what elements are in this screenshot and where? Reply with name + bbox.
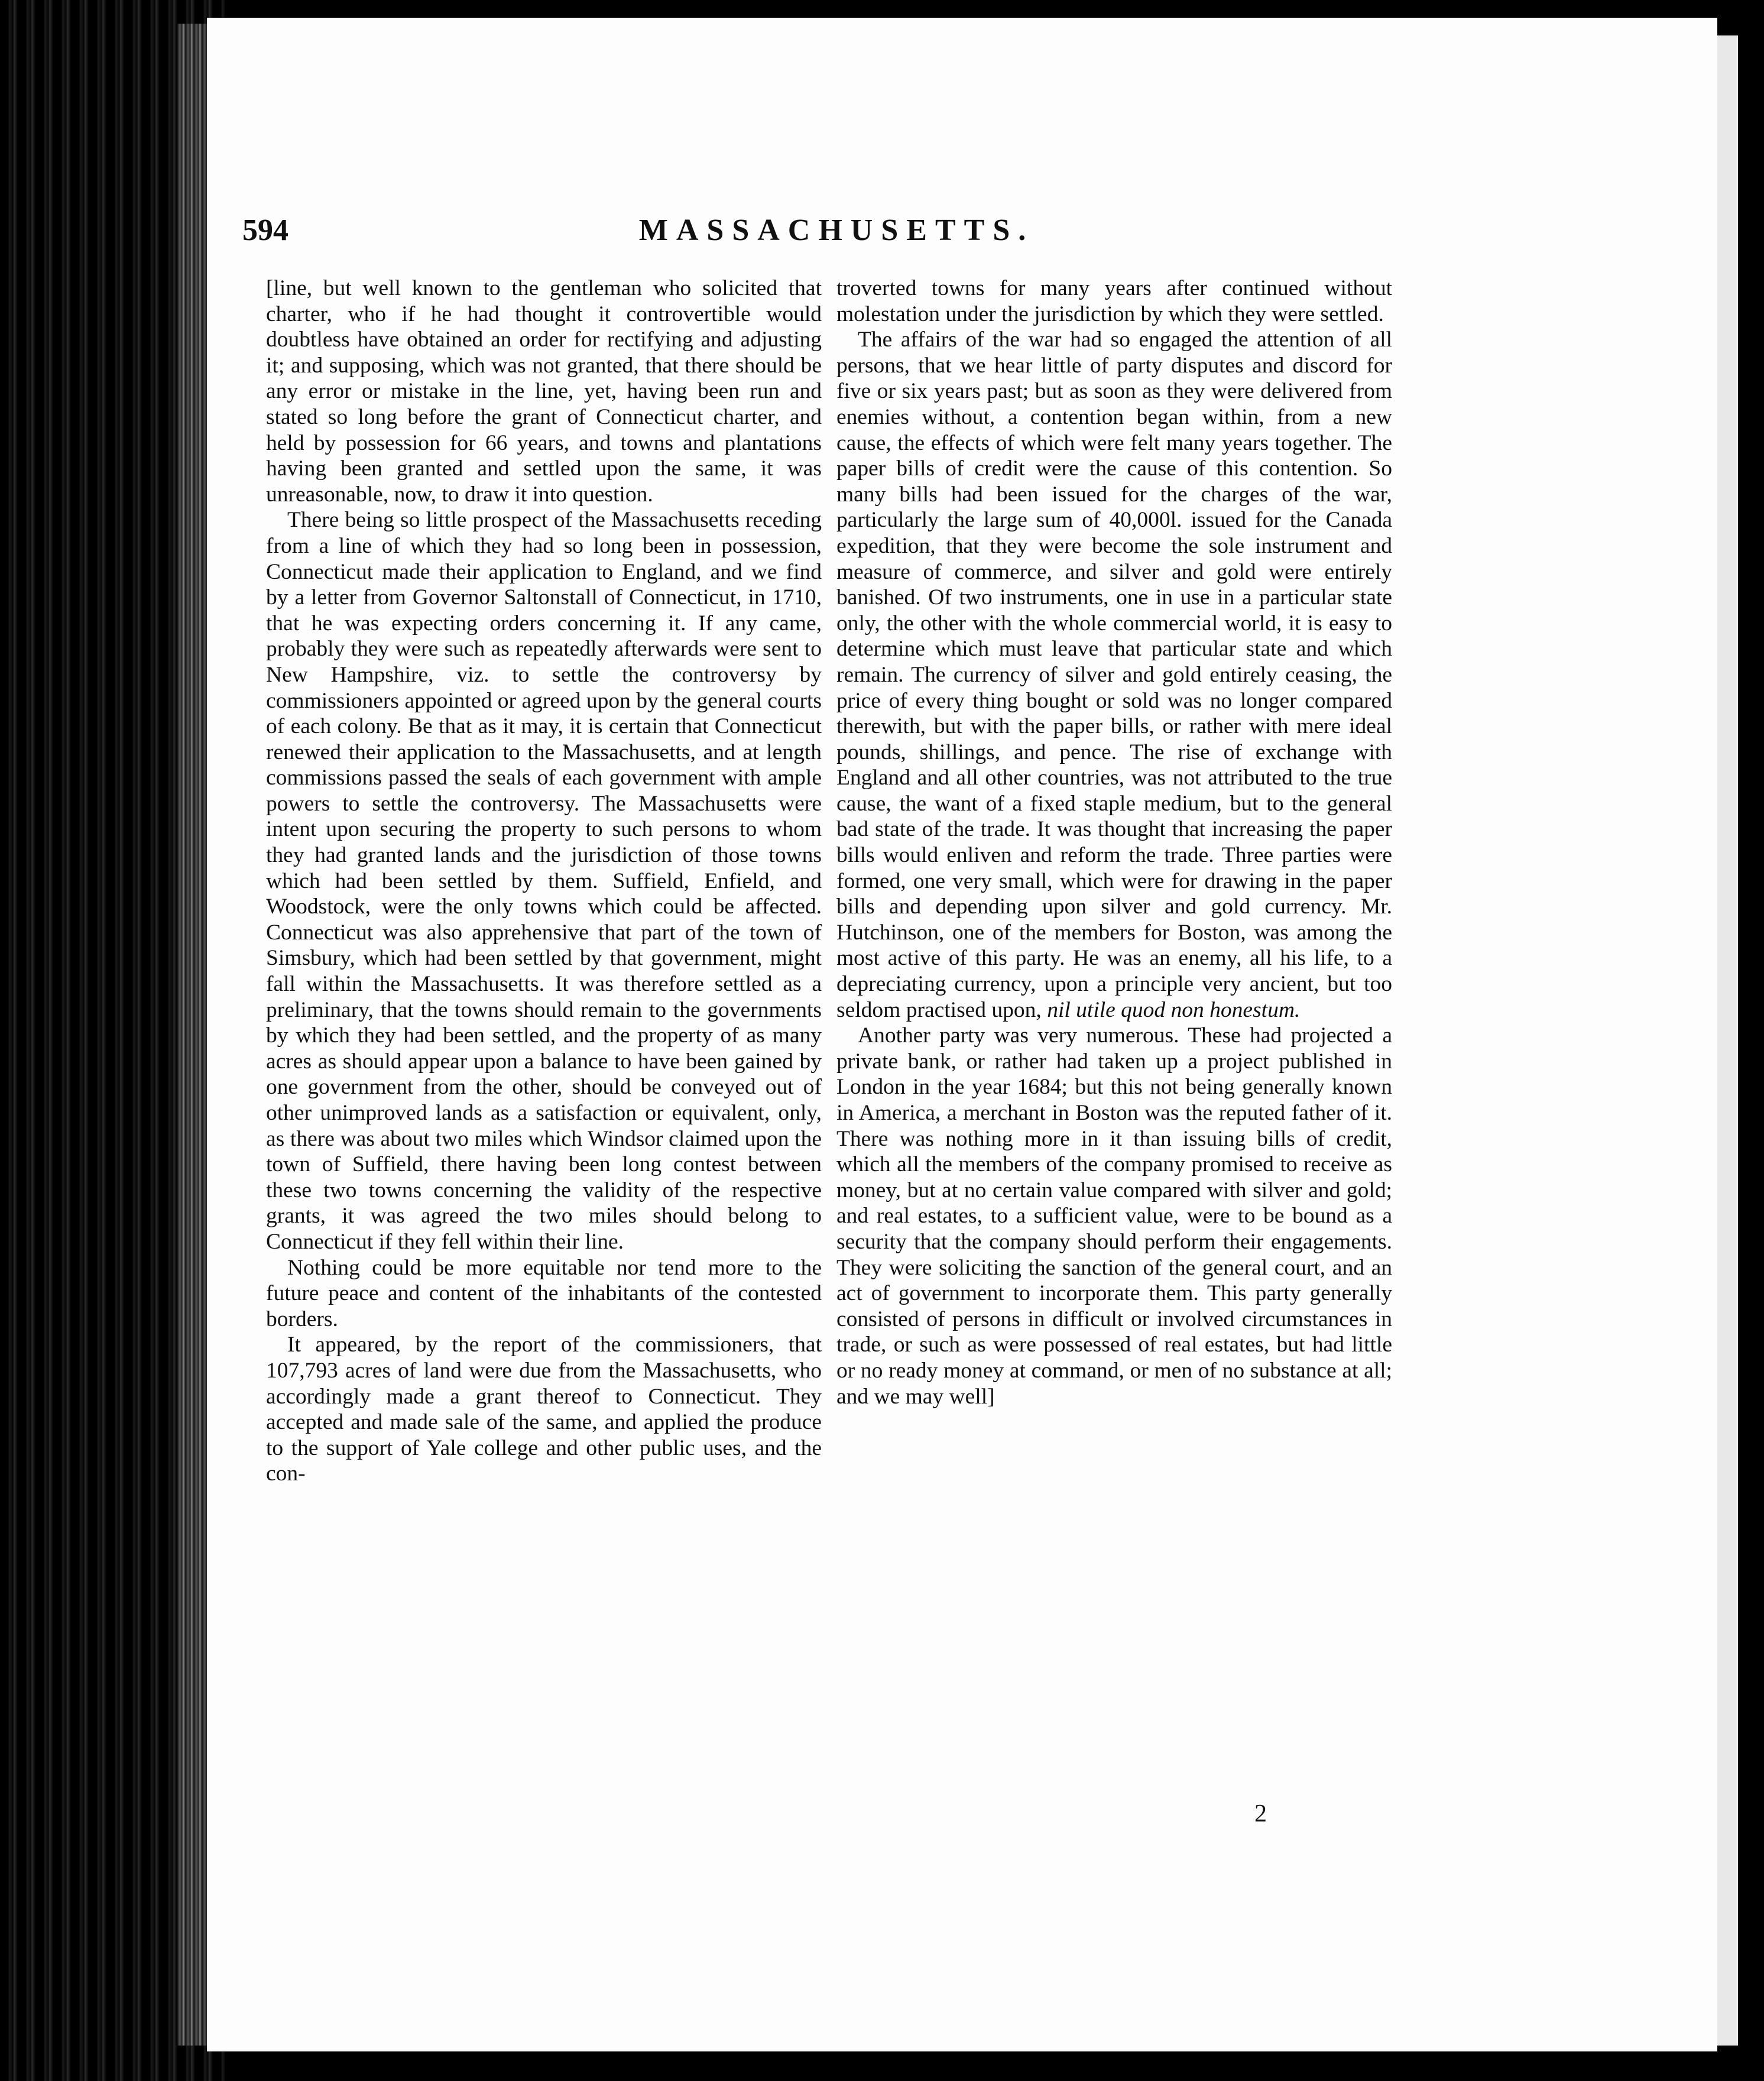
paragraph: [836, 327, 1392, 1023]
left-column: [266, 275, 822, 1487]
signature-mark: 2: [1254, 1800, 1267, 1827]
paragraph: It appeared, by the report of the commissioners, that 107,793 acres of land were due from the Massachusetts, who accordingly made a grant thereof to Connecticut. They accepted and made sale of the same, and applied the produce to the support of Yale college and other public uses, and the con-: [266, 1333, 822, 1486]
right-column: [836, 275, 1392, 1409]
paragraph: [line, but well known to the gentleman who solicited that charter, who if he had thought it controvertible would doubtless have obtained an order for rectifying and adjusting it; and supposing, which was not granted, that there should be any error or mistake in the line, yet, having been run and stated so long before the grant of Connecticut charter, and held by possession for 66 years, and towns and plantations having been granted and settled upon the same, it was unreasonable, now, to draw it into question.: [266, 276, 822, 507]
paragraph-text: The affairs of the war had so engaged the attention of all persons, that we hear little of party disputes and discord for five or six years past; but as soon as they were delivered from enemies without, a contention began within, from a new cause, the effects of which were felt many years together. The paper bills of credit were the cause of this contention. So many bills had been issued for the charges of the war, particularly the large sum of 40,000l. issued for the Canada expedition, that they were become the sole instrument and measure of commerce, and silver and gold were entirely banished. Of two instruments, one in use in a particular state only, the other with the whole commercial world, it is easy to determine which must leave that particular state and which remain. The currency of silver and gold entirely ceasing, the price of every thing bought or sold was no longer compared therewith, but with the paper bills, or rather with mere ideal pounds, shillings, and pence. The rise of exchange with England and all other countries, was not attributed to the true cause, the want of a fixed staple medium, but to the general bad state of the trade. It was thought that increasing the paper bills would enliven and reform the trade. Three parties were formed, one very small, which were for drawing in the paper bills and depending upon silver and gold currency. Mr. Hutchinson, one of the members for Boston, was among the most active of this party. He was an enemy, all his life, to a depreciating currency, upon a principle very ancient, but too seldom practised upon,: [836, 328, 1392, 1022]
latin-quote: nil utile quod non honestum.: [1047, 997, 1301, 1022]
paragraph: Nothing could be more equitable nor tend more to the future peace and content of the inhabitants of the contested borders.: [266, 1255, 822, 1331]
paragraph: troverted towns for many years after continued without molestation under the jurisdiction by which they were settled.: [836, 276, 1392, 326]
next-page-edge: [1714, 35, 1738, 2046]
paragraph: Another party was very numerous. These had projected a private bank, or rather had taken up a project published in London in the year 1684; but this not being generally known in America, a merchant in Boston was the reputed father of it. There was nothing more in it than issuing bills of credit, which all the members of the company promised to receive as money, but at no certain value compared with silver and gold; and real estates, to a sufficient value, were to be bound as a security that the company should perform their engagements. They were soliciting the sanction of the general court, and an act of government to incorporate them. This party generally consisted of persons in difficult or involved circumstances in trade, or such as were possessed of real estates, but had little or no ready money at command, or men of no substance at all; and we may well]: [836, 1023, 1392, 1409]
page-header: [242, 213, 1431, 260]
page-number: 594: [242, 213, 288, 247]
running-title: MASSACHUSETTS.: [638, 213, 1035, 247]
paragraph: There being so little prospect of the Massachusetts receding from a line of which they had so long been in possession, Connecticut made their application to England, and we find by a letter from Governor Saltonstall of Connecticut, in 1710, that he was expecting orders concerning it. If any came, probably they were such as repeatedly afterwards were sent to New Hampshire, viz. to settle the controversy by commissioners appointed or agreed upon by the general courts of each colony. Be that as it may, it is certain that Connecticut renewed their application to the Massachusetts, and at length commissions passed the seals of each government with ample powers to settle the controversy. The Massachusetts were intent upon securing the property to such persons to whom they had granted lands and the jurisdiction of those towns which had been settled by them. Suffield, Enfield, and Woodstock, were the only towns which could be affected. Connecticut was also apprehensive that part of the town of Simsbury, which had been settled by that government, might fall within the Massachusetts. It was therefore settled as a preliminary, that the towns should remain to the governments by which they had been settled, and the property of as many acres as should appear upon a balance to have been gained by one government from the other, should be conveyed out of other unimproved lands as a satisfaction or equivalent, only, as there was about two miles which Windsor claimed upon the town of Suffield, there having been long contest between these two towns concerning the validity of the respective grants, it was agreed the two miles should belong to Connecticut if they fell within their line.: [266, 508, 822, 1254]
